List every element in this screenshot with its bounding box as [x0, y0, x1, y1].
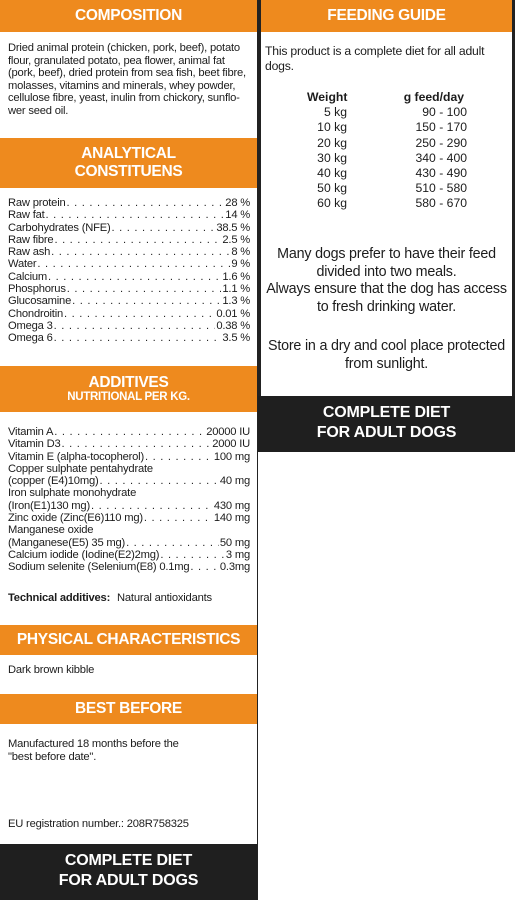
eu-registration-number: EU registration number.: 208R758325	[8, 818, 189, 830]
feeding-note-line2: divided into two meals.	[316, 263, 457, 280]
analytical-row-label: Omega 3	[8, 319, 53, 332]
feeding-row	[307, 181, 467, 196]
best-before-header	[0, 694, 257, 724]
additives-title: ADDITIVES	[88, 374, 169, 391]
feeding-row	[307, 151, 467, 166]
analytical-row-label: Glucosamine	[8, 295, 72, 308]
analytical-row	[8, 271, 250, 283]
analytical-row	[8, 283, 250, 295]
feeding-guide-panel	[258, 0, 515, 396]
feeding-table-header	[307, 90, 467, 105]
feeding-row-amount: 510 - 580	[415, 181, 467, 196]
additive-row	[8, 475, 250, 487]
composition-title: COMPOSITION	[75, 7, 182, 24]
analytical-row-label: Carbohydrates (NFE)	[8, 221, 111, 234]
analytical-row-label: Raw ash	[8, 246, 51, 259]
feeding-row	[307, 166, 467, 181]
best-before-title: BEST BEFORE	[75, 700, 182, 717]
dot-leader	[62, 438, 212, 450]
additive-row-value: 100 mg	[213, 450, 250, 463]
analytical-header	[0, 138, 257, 188]
additive-row-value: 430 mg	[213, 499, 250, 512]
dot-leader	[145, 451, 213, 463]
additive-row-prefix: Iron sulphate monohydrate	[8, 487, 137, 500]
additive-row	[8, 426, 250, 438]
dot-leader	[126, 537, 219, 549]
feeding-note	[261, 246, 512, 316]
feeding-row-weight: 10 kg	[317, 120, 347, 135]
feeding-row-amount: 580 - 670	[415, 196, 467, 211]
analytical-row-value: 1.1 %	[222, 283, 250, 296]
dot-leader	[51, 246, 230, 258]
feeding-row-amount: 90 - 100	[422, 105, 467, 120]
analytical-row	[8, 246, 250, 258]
additive-row-label: (Iron(E1)130 mg)	[8, 499, 90, 512]
bottom-banner-line2: FOR ADULT DOGS	[58, 872, 199, 889]
analytical-row-label: Raw fibre	[8, 233, 54, 246]
analytical-row-value: 1.3 %	[222, 295, 250, 308]
dot-leader	[54, 332, 222, 344]
analytical-row	[8, 332, 250, 344]
feeding-row-amount: 340 - 400	[415, 150, 467, 165]
physical-title: PHYSICAL CHARACTERISTICS	[16, 631, 241, 648]
feeding-row-weight: 30 kg	[317, 150, 347, 165]
feeding-row-weight: 5 kg	[323, 105, 347, 120]
additive-row-prefix: Manganese oxide	[8, 524, 94, 537]
weight-column-header: Weight	[307, 90, 348, 104]
feeding-guide-header	[261, 0, 512, 32]
analytical-row	[8, 258, 250, 270]
feeding-row	[307, 120, 467, 135]
additive-row	[8, 451, 250, 463]
dot-leader	[67, 283, 222, 295]
analytical-row-value: 38.5 %	[216, 221, 250, 234]
feeding-row-amount: 430 - 490	[415, 166, 467, 181]
analytical-row-value: 0.38 %	[216, 319, 250, 332]
analytical-row-value: 0.01 %	[216, 307, 250, 320]
best-before-line2: "best before date".	[8, 750, 97, 763]
analytical-row	[8, 320, 250, 332]
feeding-row-weight: 20 kg	[317, 135, 347, 150]
bottom-banner-line1: COMPLETE DIET	[64, 852, 193, 869]
storage-note-line2: from sunlight.	[344, 355, 429, 372]
dot-leader	[100, 475, 219, 487]
additive-row-label: Zinc oxide (Zinc(E6)110 mg)	[8, 512, 143, 525]
technical-additives-label: Technical additives:	[8, 592, 111, 604]
analytical-title-line1: ANALYTICAL	[81, 145, 176, 162]
feeding-row	[307, 196, 467, 211]
dot-leader	[67, 197, 225, 209]
dot-leader	[54, 234, 221, 246]
feeding-note-line4: to fresh drinking water.	[316, 298, 457, 315]
dot-leader	[54, 320, 216, 332]
analytical-row-value: 8 %	[231, 246, 250, 259]
storage-note	[261, 338, 512, 373]
additive-row-label: Vitamin E (alpha-tocopherol)	[8, 450, 144, 463]
analytical-row-label: Omega 6	[8, 332, 53, 345]
dot-leader	[112, 222, 216, 234]
analytical-row-label: Calcium	[8, 270, 48, 283]
additive-row	[8, 512, 250, 524]
additives-subtitle: NUTRITIONAL PER KG.	[67, 391, 190, 403]
feeding-row-weight: 60 kg	[317, 196, 347, 211]
additive-row	[8, 549, 250, 561]
feeding-guide-title: FEEDING GUIDE	[327, 7, 446, 24]
additive-row-label: Vitamin D3	[8, 438, 61, 451]
analytical-row-label: Phosphorus	[8, 283, 66, 296]
dot-leader	[46, 209, 225, 221]
dot-leader	[91, 500, 213, 512]
analytical-row-label: Water	[8, 258, 37, 271]
dot-leader	[144, 512, 213, 524]
best-before-text	[8, 738, 250, 763]
composition-header	[0, 0, 257, 32]
additives-list	[8, 426, 250, 574]
additive-row	[8, 500, 250, 512]
additive-row-value: 0.3mg	[219, 561, 250, 574]
additives-header	[0, 366, 257, 412]
analytical-row	[8, 295, 250, 307]
technical-additives-value: Natural antioxidants	[117, 592, 212, 604]
bottom-banner	[0, 844, 257, 900]
dot-leader	[54, 426, 205, 438]
analytical-row	[8, 222, 250, 234]
physical-text: Dark brown kibble	[8, 664, 95, 676]
best-before-line1: Manufactured 18 months before the	[8, 738, 179, 750]
analytical-row-label: Chondroitin	[8, 307, 64, 320]
additive-row-label: Calcium iodide (Iodine(E2)2mg)	[8, 548, 160, 561]
storage-note-line1: Store in a dry and cool place protected	[268, 338, 505, 354]
analytical-row-label: Raw fat	[8, 209, 45, 222]
additive-row-label: Sodium selenite (Selenium(E8) 0.1mg	[8, 561, 190, 574]
feeding-note-line3: Always ensure that the dog has access	[266, 281, 507, 298]
additive-row-label: Vitamin A	[8, 426, 54, 438]
dot-leader	[160, 549, 225, 561]
additive-row-value: 50 mg	[219, 536, 250, 549]
analytical-row-value: 1.6 %	[222, 270, 250, 283]
analytical-title-line2: CONSTITUENS	[74, 162, 183, 180]
analytical-row	[8, 308, 250, 320]
physical-header	[0, 625, 257, 655]
composition-text: Dried animal protein (chicken, pork, beef), potato flour, granulated potato, pea flower, animal fat (pork, beef), dried protein from sea fish, beet fibre, molasses, vitamins and minerals, whey powder, cellulose fibre, yeast, inulin from chickory, sunflo-wer seed oil.	[8, 42, 246, 117]
right-banner	[258, 396, 515, 452]
analytical-list	[8, 197, 250, 345]
additive-row	[8, 561, 250, 573]
analytical-row	[8, 209, 250, 221]
additive-row-value: 40 mg	[219, 475, 250, 488]
dot-leader	[190, 561, 218, 573]
additive-row	[8, 438, 250, 450]
feeding-row-weight: 40 kg	[317, 166, 347, 181]
technical-additives	[8, 592, 250, 605]
additive-row-value: 2000 IU	[212, 438, 250, 451]
feeding-guide-intro: This product is a complete diet for all adult dogs.	[265, 44, 485, 73]
feeding-table-body	[307, 105, 467, 211]
additive-row-value: 140 mg	[213, 512, 250, 525]
analytical-row	[8, 234, 250, 246]
feeding-note-line1: Many dogs prefer to have their feed	[277, 246, 496, 262]
dot-leader	[72, 295, 221, 307]
analytical-row	[8, 197, 250, 209]
feeding-row-amount: 150 - 170	[415, 120, 467, 135]
dot-leader	[37, 258, 230, 270]
analytical-row-value: 9 %	[231, 258, 250, 271]
additive-row	[8, 537, 250, 549]
analytical-row-label: Raw protein	[8, 197, 66, 209]
additive-row-value: 20000 IU	[206, 426, 250, 438]
feeding-row	[307, 136, 467, 151]
analytical-row-value: 2.5 %	[222, 233, 250, 246]
additive-row-value: 3 mg	[225, 548, 250, 561]
additive-row-label: (copper (E4)10mg)	[8, 475, 99, 488]
right-banner-line1: COMPLETE DIET	[322, 404, 451, 421]
feeding-row	[307, 105, 467, 120]
analytical-row-value: 28 %	[225, 197, 250, 209]
feeding-row-weight: 50 kg	[317, 181, 347, 196]
feeding-table	[307, 90, 467, 212]
additive-row-label: (Manganese(E5) 35 mg)	[8, 536, 126, 549]
dot-leader	[64, 308, 215, 320]
feed-column-header: g feed/day	[403, 90, 464, 104]
analytical-row-value: 14 %	[225, 209, 250, 222]
dot-leader	[48, 271, 221, 283]
right-banner-line2: FOR ADULT DOGS	[316, 424, 457, 441]
feeding-row-amount: 250 - 290	[415, 135, 467, 150]
analytical-row-value: 3.5 %	[222, 332, 250, 345]
additive-row-prefix: Copper sulphate pentahydrate	[8, 462, 153, 475]
